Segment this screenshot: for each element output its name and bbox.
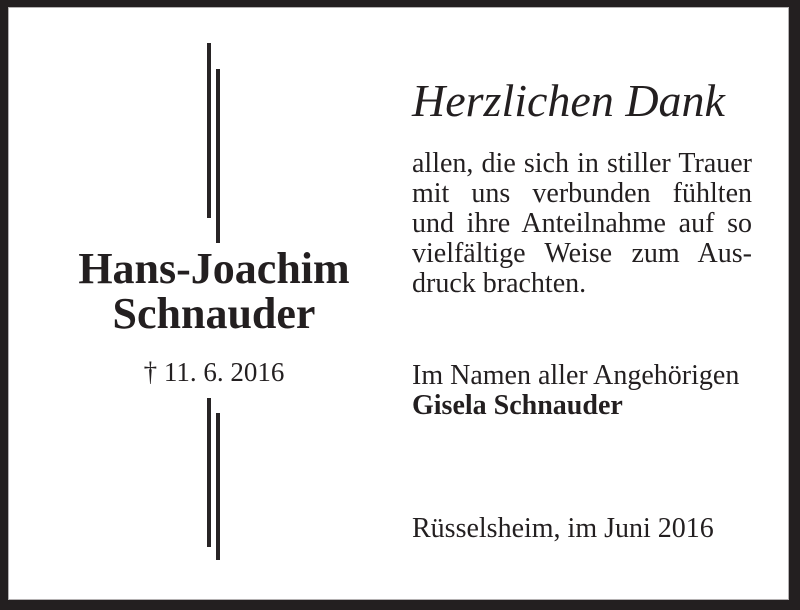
deceased-name <box>40 246 388 336</box>
thanks-paragraph-line: allen, die sich in stiller Trauer <box>412 148 752 179</box>
thanks-paragraph-line: druck brachten. <box>412 268 587 299</box>
death-date: † 11. 6. 2016 <box>143 357 285 387</box>
deceased-name-line2: Schnauder <box>112 289 316 338</box>
thanks-paragraph-line: und ihre Anteilnahme auf so <box>412 208 752 239</box>
memorial-line-icon <box>216 69 220 243</box>
closing-line: Im Namen aller Angehörigen <box>412 360 740 391</box>
place-date-line: Rüsselsheim, im Juni 2016 <box>412 513 714 544</box>
thanks-paragraph-line: mit uns verbunden fühlten <box>412 178 752 209</box>
signatory-name: Gisela Schnauder <box>412 390 623 421</box>
thanks-title: Herzlichen Dank <box>412 75 725 126</box>
deceased-name-line1: Hans-Joachim <box>78 244 350 293</box>
memorial-line-icon <box>207 43 211 218</box>
memorial-line-icon <box>207 398 211 547</box>
thanks-paragraph <box>412 149 752 299</box>
thanks-paragraph-line: vielfältige Weise zum Aus- <box>412 238 752 269</box>
memorial-line-icon <box>216 413 220 560</box>
